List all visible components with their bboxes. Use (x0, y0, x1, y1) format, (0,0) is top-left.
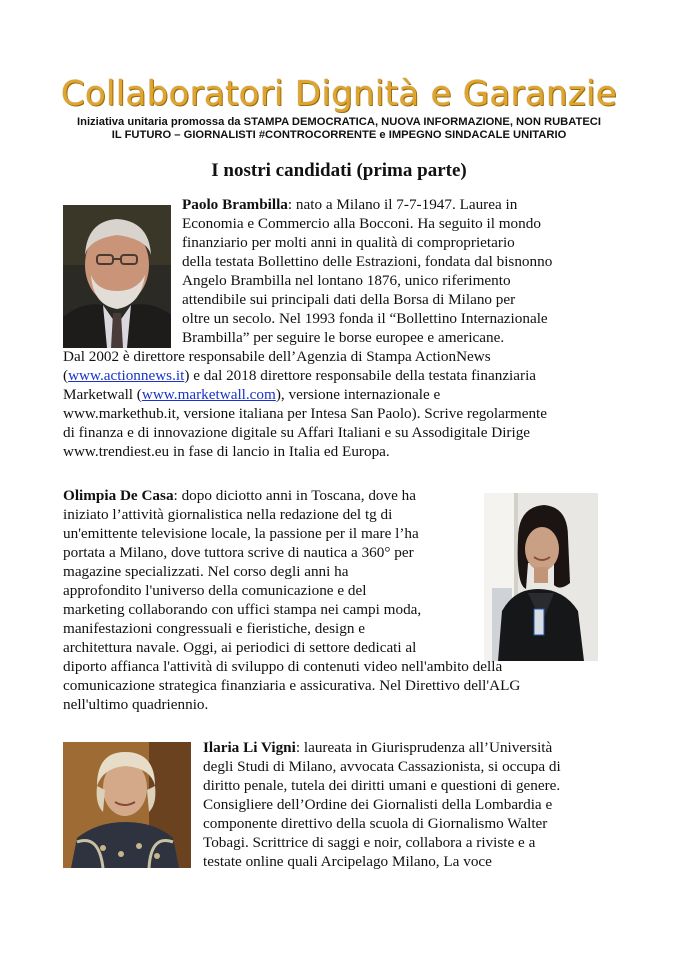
bio-line: della testata Bollettino delle Estrazioni, fondata dal bisnonno (182, 253, 553, 270)
banner-title: Collaboratori Dignità e Garanzie (60, 74, 618, 114)
portrait-photo-paolo-brambilla (63, 205, 171, 348)
bio-line: marketing collaborando con uffici stampa nei campi moda, (63, 601, 422, 618)
bio-line: approfondito l'universo della comunicazione e del (63, 582, 367, 599)
subtitle-line-2: IL FUTURO – GIORNALISTI #CONTROCORRENTE e IMPEGNO SINDACALE UNITARIO (111, 129, 567, 141)
bio-line: Dal 2002 è direttore responsabile dell’Agenzia di Stampa ActionNews (63, 348, 491, 365)
page-heading: I nostri candidati (prima parte) (211, 160, 467, 181)
candidate-name: Paolo Brambilla (182, 196, 288, 213)
bio-line: architettura navale. Oggi, ai periodici di settore dedicati al (63, 639, 417, 656)
candidate-name: Olimpia De Casa (63, 487, 174, 504)
bio-line: portata a Milano, dove tuttora scrive di nautica a 360° per (63, 544, 414, 561)
bio-line: comunicazione strategica finanziaria e assicurativa. Nel Direttivo dell'ALG (63, 677, 521, 694)
marketwall-link[interactable]: www.marketwall.com (141, 386, 276, 403)
bio-line: diritto penale, tutela dei diritti umani e questioni di genere. (203, 777, 561, 794)
bio-line: Angelo Brambilla nel lontano 1876, unico riferimento (182, 272, 511, 289)
bio-line: Consigliere dell’Ordine dei Giornalisti della Lombardia e (203, 796, 553, 813)
subtitle-line-1: Iniziativa unitaria promossa da STAMPA DEMOCRATICA, NUOVA INFORMAZIONE, NON RUBATECI (77, 116, 601, 128)
bio-line: diporto affianca l'attività di sviluppo di contenuti video nell'ambito della (63, 658, 503, 675)
bio-line: magazine specializzati. Nel corso degli anni ha (63, 563, 349, 580)
bio-line: un'emittente televisione locale, la passione per il mare l’ha (63, 525, 419, 542)
bio-line: www.markethub.it, versione italiana per Intesa San Paolo). Scrive regolarmente (63, 405, 548, 422)
bio-line: Tobagi. Scrittrice di saggi e noir, collabora a riviste e a (203, 834, 536, 851)
bio-line: Paolo Brambilla: nato a Milano il 7-7-1947. Laurea in (182, 196, 518, 213)
bio-line: attendibile sui principali dati della Borsa di Milano per (182, 291, 516, 308)
bio-line: nell'ultimo quadriennio. (63, 696, 209, 713)
portrait-photo-ilaria-li-vigni (63, 742, 191, 868)
bio-line: Marketwall (www.marketwall.com), versione internazionale e (63, 386, 441, 403)
bio-line: www.trendiest.eu in fase di lancio in Italia ed Europa. (63, 443, 390, 460)
bio-line: testate online quali Arcipelago Milano, La voce (203, 853, 492, 870)
bio-line: di finanza e di innovazione digitale su Affari Italiani e su Assodigitale Dirige (63, 424, 531, 441)
bio-line: componente direttivo della scuola di Giornalismo Walter (203, 815, 548, 832)
bio-line: Brambilla” per seguire le borse europee e americane. (182, 329, 505, 346)
bio-line: iniziato l’attività giornalistica nella redazione del tg di (63, 506, 393, 523)
bio-line: Economia e Commercio alla Bocconi. Ha seguito il mondo (182, 215, 541, 232)
bio-line: oltre un secolo. Nel 1993 fonda il “Bollettino Internazionale (182, 310, 548, 327)
bio-line: manifestazioni congressuali e fieristiche, design e (63, 620, 365, 637)
portrait-photo-olimpia-de-casa (484, 493, 598, 661)
bio-line: finanziario per molti anni in qualità di comproprietario (182, 234, 515, 251)
bio-line: (www.actionnews.it) e dal 2018 direttore responsabile della testata finanziaria (63, 367, 537, 384)
actionnews-link[interactable]: www.actionnews.it (68, 367, 185, 384)
bio-line: Olimpia De Casa: dopo diciotto anni in Toscana, dove ha (63, 487, 416, 504)
bio-line: Ilaria Li Vigni: laureata in Giurisprudenza all’Università (203, 739, 553, 756)
candidate-name: Ilaria Li Vigni (203, 739, 296, 756)
bio-line: degli Studi di Milano, avvocata Cassazionista, si occupa di (203, 758, 561, 775)
